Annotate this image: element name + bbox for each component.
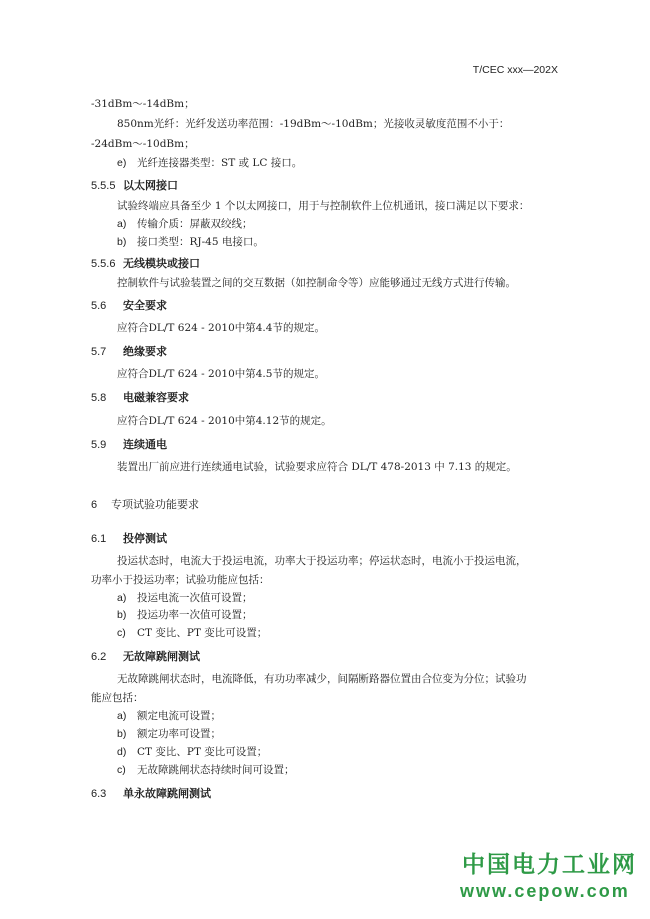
chapter-number: 6 bbox=[91, 499, 98, 511]
section-heading bbox=[91, 343, 167, 359]
list-item-text: CT 变比、PT 变比可设置； bbox=[137, 746, 268, 758]
paragraph-line: 应符合DL/T 624 - 2010中第4.12节的规定。 bbox=[117, 415, 332, 427]
list-item-text: 投运电流一次值可设置； bbox=[137, 592, 253, 604]
list-marker: d) bbox=[117, 746, 127, 758]
paragraph-line: -31dBm～-14dBm； bbox=[91, 98, 195, 110]
section-number: 5.6 bbox=[91, 300, 107, 312]
list-item-text: CT 变比、PT 变比可设置； bbox=[137, 627, 268, 639]
section-number: 5.9 bbox=[91, 439, 107, 451]
section-number: 6.2 bbox=[91, 651, 107, 663]
section-heading bbox=[91, 648, 200, 664]
list-marker: a) bbox=[117, 218, 127, 230]
list-marker: c) bbox=[117, 627, 126, 639]
paragraph-line: 应符合DL/T 624 - 2010中第4.5节的规定。 bbox=[117, 368, 325, 380]
list-item-text: 光纤连接器类型：ST 或 LC 接口。 bbox=[137, 157, 303, 169]
list-marker: c) bbox=[117, 764, 126, 776]
paragraph-line: 850nm光纤：光纤发送功率范围：-19dBm～-10dBm；光接收灵敏度范围不小于： bbox=[117, 118, 510, 130]
paragraph-line: 投运状态时，电流大于投运电流，功率大于投运功率；停运状态时，电流小于投运电流， bbox=[117, 555, 527, 567]
list-item-text: 接口类型：RJ-45 电接口。 bbox=[137, 236, 264, 248]
list-marker: e) bbox=[117, 157, 127, 169]
section-title: 电磁兼容要求 bbox=[123, 391, 189, 404]
list-item bbox=[117, 234, 264, 249]
section-title: 单永故障跳闸测试 bbox=[123, 787, 211, 800]
list-item bbox=[117, 726, 221, 741]
section-heading bbox=[91, 297, 167, 313]
list-marker: b) bbox=[117, 728, 127, 740]
section-number: 6.1 bbox=[91, 533, 107, 545]
list-item-text: 无故障跳闸状态持续时间可设置； bbox=[137, 764, 295, 776]
paragraph-line: 功率小于投运功率；试验功能应包括： bbox=[91, 574, 270, 586]
section-heading bbox=[91, 255, 200, 271]
section-title: 投停测试 bbox=[123, 532, 167, 545]
section-heading bbox=[91, 436, 167, 452]
list-marker: a) bbox=[117, 592, 127, 604]
list-item bbox=[117, 155, 302, 170]
section-title: 以太网接口 bbox=[123, 179, 178, 192]
watermark-title: 中国电力工业网 bbox=[462, 852, 637, 878]
list-marker: a) bbox=[117, 710, 127, 722]
paragraph-line: 控制软件与试验装置之间的交互数据（如控制命令等）应能够通过无线方式进行传输。 bbox=[117, 277, 516, 289]
paragraph-line: 能应包括： bbox=[91, 692, 144, 704]
watermark-url: www.cepow.com bbox=[460, 881, 630, 901]
paragraph-line: 试验终端应具备至少 1 个以太网接口，用于与控制软件上位机通讯，接口满足以下要求： bbox=[117, 200, 530, 212]
list-marker: b) bbox=[117, 609, 127, 621]
section-heading bbox=[91, 785, 211, 801]
section-number: 5.5.6 bbox=[91, 258, 116, 270]
list-item-text: 额定电流可设置； bbox=[137, 710, 221, 722]
list-item-text: 传输介质：屏蔽双绞线； bbox=[137, 218, 253, 230]
section-heading bbox=[91, 177, 178, 193]
section-title: 安全要求 bbox=[123, 299, 167, 312]
document-code-header: T/CEC xxx—202X bbox=[472, 64, 558, 76]
section-number: 6.3 bbox=[91, 788, 107, 800]
section-number: 5.7 bbox=[91, 346, 107, 358]
paragraph-line: 装置出厂前应进行连续通电试验，试验要求应符合 DL/T 478-2013 中 7.13 的规定。 bbox=[117, 461, 517, 473]
list-item bbox=[117, 708, 221, 723]
section-title: 绝缘要求 bbox=[123, 345, 167, 358]
list-item bbox=[117, 590, 253, 605]
list-marker: b) bbox=[117, 236, 127, 248]
list-item bbox=[117, 216, 253, 231]
section-number: 5.5.5 bbox=[91, 180, 116, 192]
list-item-text: 额定功率可设置； bbox=[137, 728, 221, 740]
list-item bbox=[117, 607, 253, 622]
chapter-heading bbox=[91, 496, 199, 512]
section-heading bbox=[91, 530, 167, 546]
paragraph-line: -24dBm～-10dBm； bbox=[91, 138, 195, 150]
list-item bbox=[117, 762, 295, 777]
list-item-text: 投运功率一次值可设置； bbox=[137, 609, 253, 621]
paragraph-line: 无故障跳闸状态时，电流降低，有功功率减少，间隔断路器位置由合位变为分位；试验功 bbox=[117, 673, 527, 685]
section-title: 连续通电 bbox=[123, 438, 167, 451]
chapter-title: 专项试验功能要求 bbox=[111, 498, 199, 511]
list-item bbox=[117, 625, 267, 640]
section-number: 5.8 bbox=[91, 392, 107, 404]
list-item bbox=[117, 744, 267, 759]
section-title: 无线模块或接口 bbox=[123, 257, 200, 270]
section-title: 无故障跳闸测试 bbox=[123, 650, 200, 663]
paragraph-line: 应符合DL/T 624 - 2010中第4.4节的规定。 bbox=[117, 322, 325, 334]
section-heading bbox=[91, 389, 189, 405]
